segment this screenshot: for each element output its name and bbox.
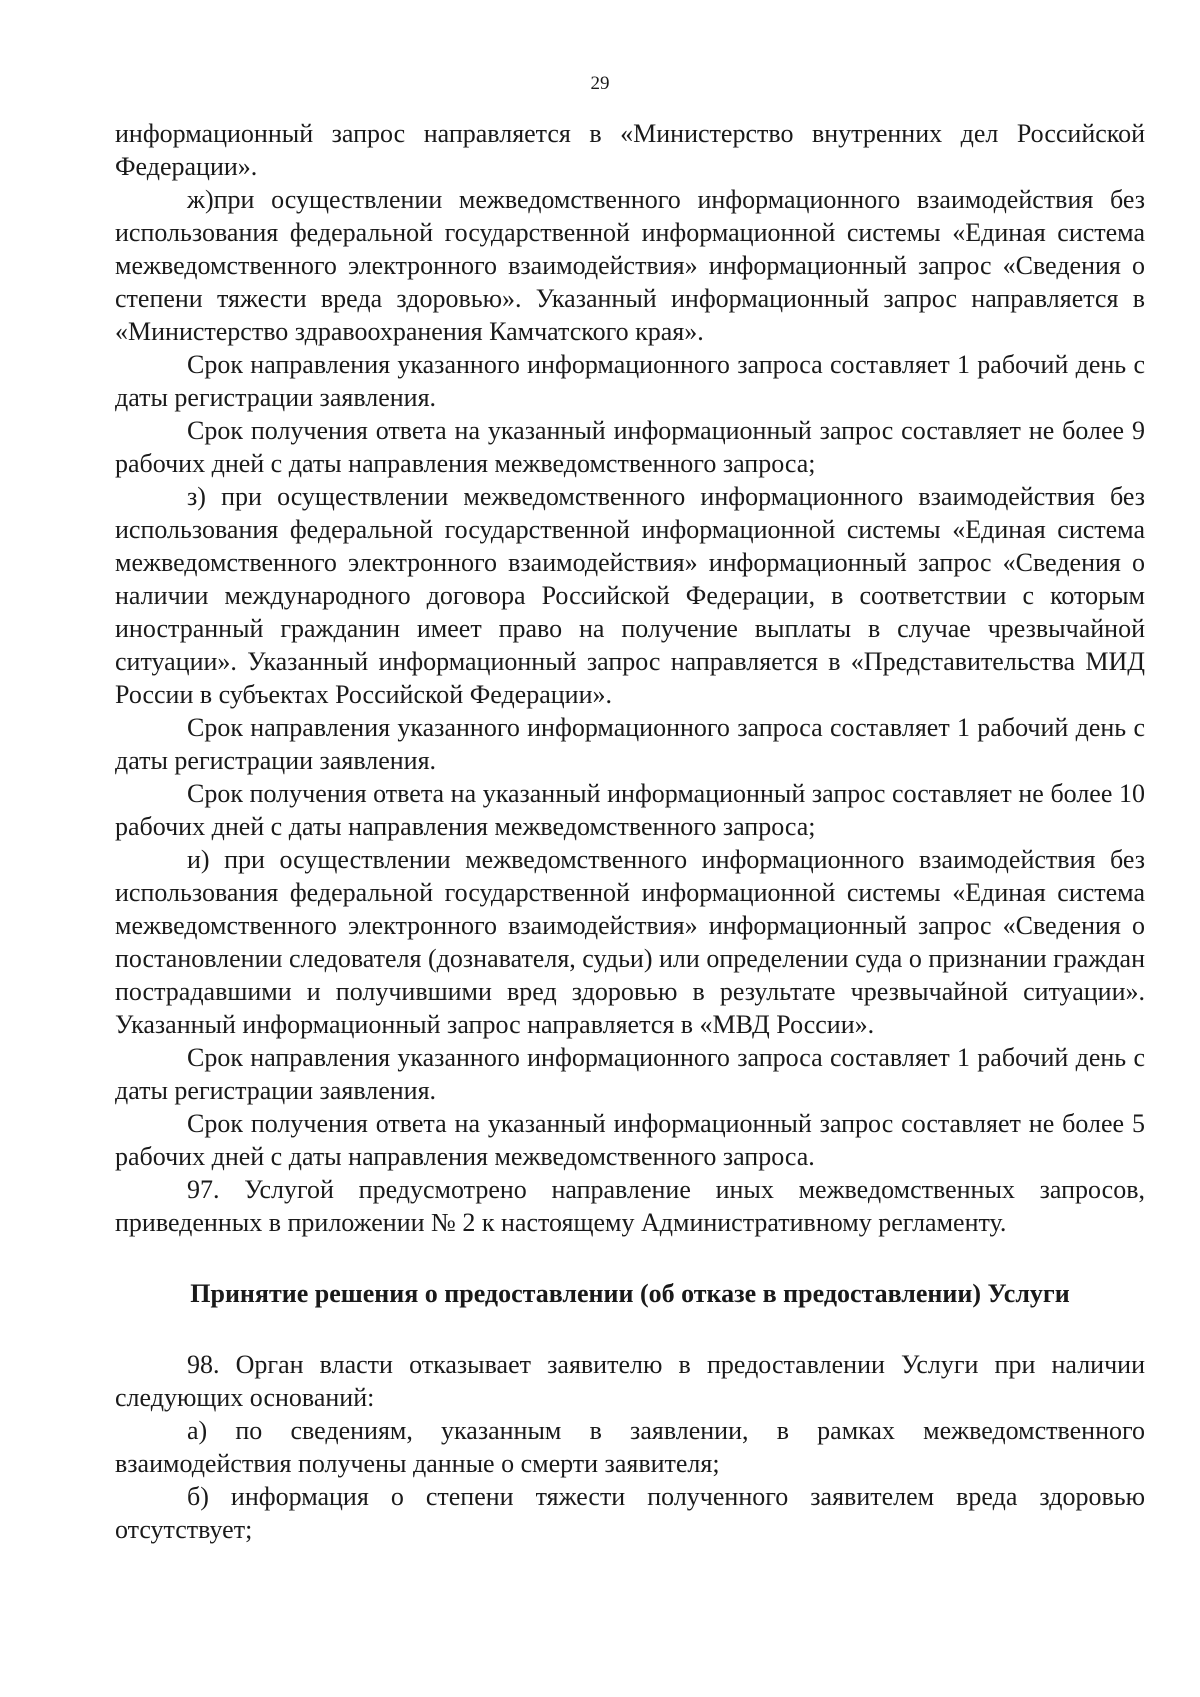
paragraph: Срок получения ответа на указанный информационный запрос составляет не более 10 рабочих дней с даты направления межведомственного запроса; bbox=[115, 779, 1145, 841]
paragraph: информационный запрос направляется в «Министерство внутренних дел Российской Федерации». bbox=[115, 119, 1145, 181]
paragraph: и) при осуществлении межведомственного информационного взаимодействия без использования федеральной государственной информационной системы «Единая система межведомственного электронного взаимодействия» информационный запрос «Сведения о постановлении следователя (дознавателя, судьи) или определении суда о признании граждан пострадавшими и получившими вред здоровью в результате чрезвычайной ситуации». Указанный информационный запрос направляется в «МВД России». bbox=[115, 845, 1145, 1039]
paragraph: Срок получения ответа на указанный информационный запрос составляет не более 9 рабочих дней с даты направления межведомственного запроса; bbox=[115, 416, 1145, 478]
section-heading: Принятие решения о предоставлении (об отказе в предоставлении) Услуги bbox=[190, 1279, 1070, 1308]
paragraph: 97. Услугой предусмотрено направление иных межведомственных запросов, приведенных в приложении № 2 к настоящему Административному регламенту. bbox=[115, 1175, 1145, 1237]
document-body bbox=[115, 117, 1145, 1546]
paragraph: а) по сведениям, указанным в заявлении, в рамках межведомственного взаимодействия получены данные о смерти заявителя; bbox=[115, 1416, 1145, 1478]
paragraph: Срок направления указанного информационного запроса составляет 1 рабочий день с даты регистрации заявления. bbox=[115, 350, 1145, 412]
paragraph: з) при осуществлении межведомственного информационного взаимодействия без использования федеральной государственной информационной системы «Единая система межведомственного электронного взаимодействия» информационный запрос «Сведения о наличии международного договора Российской Федерации, в соответствии с которым иностранный гражданин имеет право на получение выплаты в случае чрезвычайной ситуации». Указанный информационный запрос направляется в «Представительства МИД России в субъектах Российской Федерации». bbox=[115, 482, 1145, 709]
paragraphs-bottom bbox=[115, 1348, 1145, 1546]
paragraph: 98. Орган власти отказывает заявителю в предоставлении Услуги при наличии следующих оснований: bbox=[115, 1350, 1145, 1412]
paragraph: б) информация о степени тяжести полученного заявителем вреда здоровью отсутствует; bbox=[115, 1482, 1145, 1544]
page-number: 29 bbox=[590, 73, 610, 94]
paragraphs-top bbox=[115, 117, 1145, 1239]
paragraph: Срок получения ответа на указанный информационный запрос составляет не более 5 рабочих дней с даты направления межведомственного запроса. bbox=[115, 1109, 1145, 1171]
paragraph: Срок направления указанного информационного запроса составляет 1 рабочий день с даты регистрации заявления. bbox=[115, 713, 1145, 775]
paragraph: Срок направления указанного информационного запроса составляет 1 рабочий день с даты регистрации заявления. bbox=[115, 1043, 1145, 1105]
paragraph: ж)при осуществлении межведомственного информационного взаимодействия без использования федеральной государственной информационной системы «Единая система межведомственного электронного взаимодействия» информационный запрос «Сведения о степени тяжести вреда здоровью». Указанный информационный запрос направляется в «Министерство здравоохранения Камчатского края». bbox=[115, 185, 1145, 346]
